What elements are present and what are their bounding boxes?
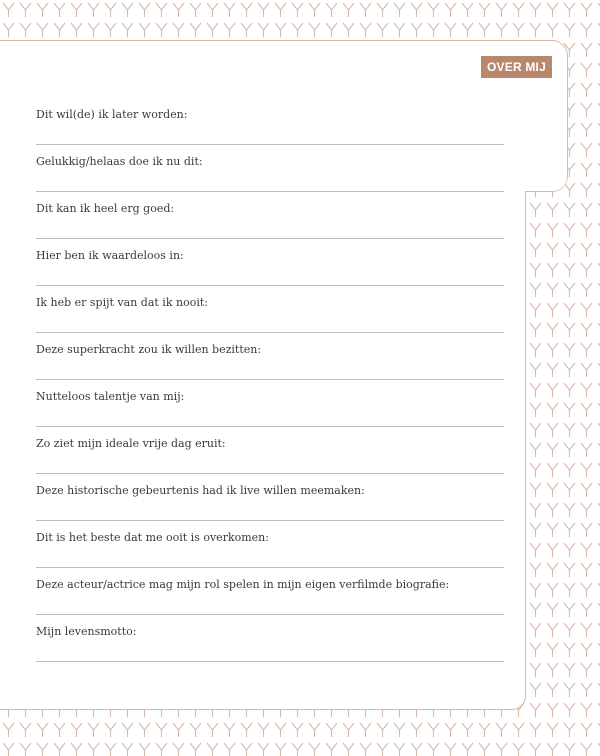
prompt-label: Dit wil(de) ik later worden: [36,108,188,121]
prompt-label: Gelukkig/helaas doe ik nu dit: [36,155,203,168]
answer-line[interactable] [36,332,504,333]
answer-line[interactable] [36,567,504,568]
answer-line[interactable] [36,191,504,192]
prompt-label: Deze acteur/actrice mag mijn rol spelen in mijn eigen verfilmde biografie: [36,578,450,591]
answer-line[interactable] [36,144,504,145]
prompt-label: Hier ben ik waardeloos in: [36,249,184,262]
answer-line[interactable] [36,285,504,286]
prompt-label: Dit kan ik heel erg goed: [36,202,175,215]
prompt-label: Deze superkracht zou ik willen bezitten: [36,343,262,356]
answer-line[interactable] [36,426,504,427]
answer-line[interactable] [36,379,504,380]
prompt-label: Nutteloos talentje van mij: [36,390,185,403]
section-tag-over-mij: OVER MIJ [481,56,552,78]
answer-line[interactable] [36,661,504,662]
prompt-label: Dit is het beste dat me ooit is overkomen: [36,531,269,544]
answer-line[interactable] [36,473,504,474]
prompt-label: Deze historische gebeurtenis had ik live willen meemaken: [36,484,365,497]
prompt-label: Zo ziet mijn ideale vrije dag eruit: [36,437,226,450]
prompt-label: Mijn levensmotto: [36,625,137,638]
answer-line[interactable] [36,238,504,239]
answer-line[interactable] [36,614,504,615]
answer-line[interactable] [36,520,504,521]
prompt-label: Ik heb er spijt van dat ik nooit: [36,296,208,309]
